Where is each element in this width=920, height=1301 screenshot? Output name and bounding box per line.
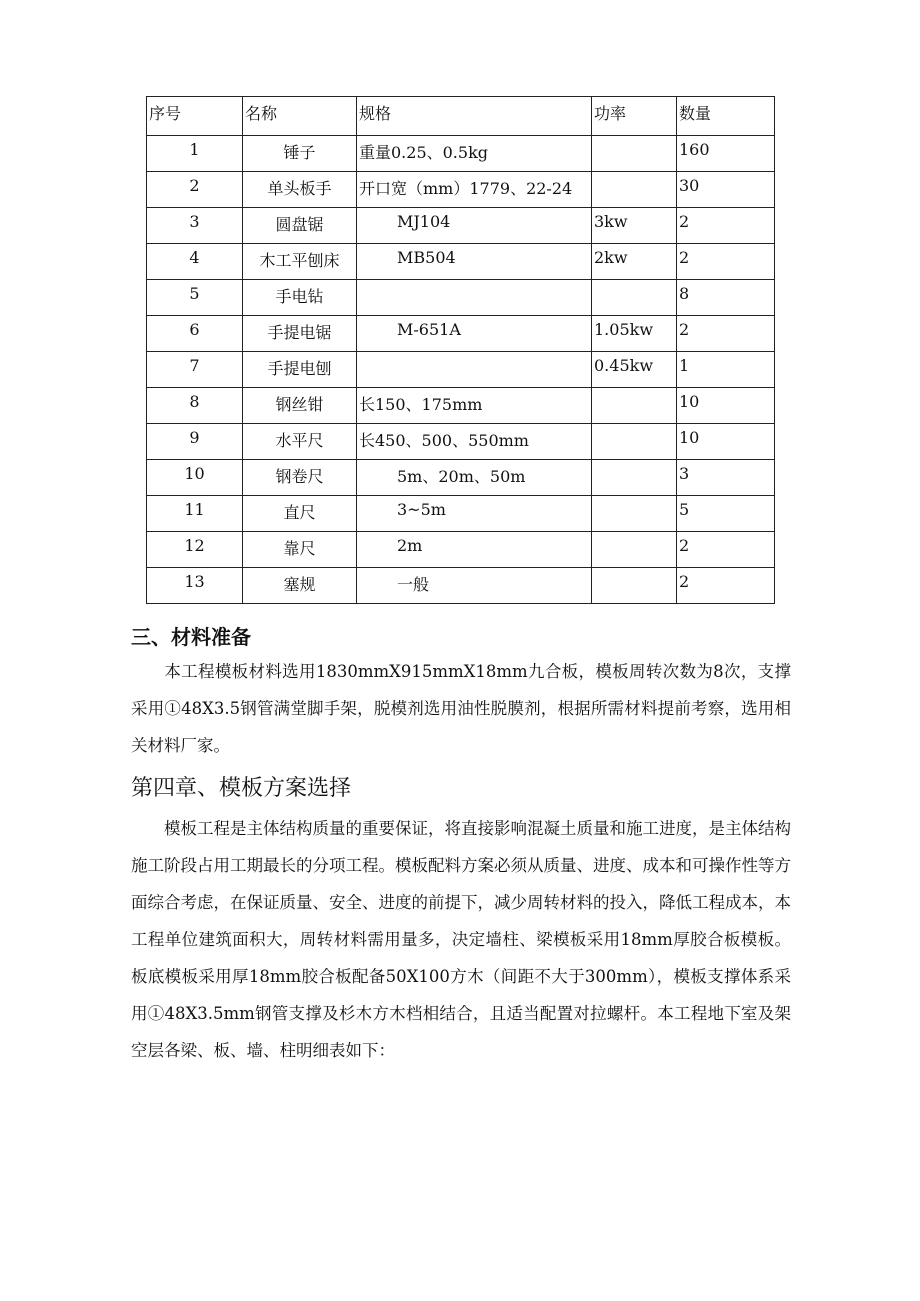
cell-name: 单头板手 — [243, 172, 357, 208]
cell-name: 手提电刨 — [243, 352, 357, 388]
cell-power — [592, 460, 677, 496]
table-row — [147, 496, 775, 532]
cell-power — [592, 496, 677, 532]
cell-name: 手电钻 — [243, 280, 357, 316]
chapter-title-formwork: 第四章、模板方案选择 — [131, 776, 352, 801]
cell-power: 3kw — [592, 208, 677, 244]
cell-no: 12 — [147, 532, 243, 568]
cell-qty: 2 — [677, 208, 775, 244]
cell-spec: M-651A — [357, 316, 592, 352]
cell-name: 钢卷尺 — [243, 460, 357, 496]
cell-qty: 8 — [677, 280, 775, 316]
cell-spec: 3~5m — [357, 496, 592, 532]
cell-spec: 重量0.25、0.5kg — [357, 136, 592, 172]
cell-name: 水平尺 — [243, 424, 357, 460]
cell-no: 11 — [147, 496, 243, 532]
cell-no: 9 — [147, 424, 243, 460]
cell-spec — [357, 280, 592, 316]
cell-power — [592, 424, 677, 460]
cell-qty: 30 — [677, 172, 775, 208]
cell-qty: 2 — [677, 568, 775, 604]
cell-name: 直尺 — [243, 496, 357, 532]
cell-no: 10 — [147, 460, 243, 496]
cell-power: 0.45kw — [592, 352, 677, 388]
cell-spec: 一般 — [357, 568, 592, 604]
cell-spec: 长450、500、550mm — [357, 424, 592, 460]
cell-name: 手提电锯 — [243, 316, 357, 352]
cell-name: 靠尺 — [243, 532, 357, 568]
cell-no: 13 — [147, 568, 243, 604]
cell-no: 6 — [147, 316, 243, 352]
header-qty: 数量 — [677, 97, 775, 136]
cell-spec: MJ104 — [357, 208, 592, 244]
table-header-row — [147, 97, 775, 136]
cell-power — [592, 568, 677, 604]
formwork-paragraph — [131, 810, 791, 1069]
cell-qty: 2 — [677, 316, 775, 352]
cell-power: 1.05kw — [592, 316, 677, 352]
cell-qty: 2 — [677, 244, 775, 280]
cell-qty: 3 — [677, 460, 775, 496]
cell-qty: 10 — [677, 424, 775, 460]
cell-qty: 2 — [677, 532, 775, 568]
table-row — [147, 208, 775, 244]
table-row — [147, 136, 775, 172]
materials-paragraph-text: 本工程模板材料选用1830mmX915mmX18mm九合板，模板周转次数为8次，支撑采用①48X3.5钢管满堂脚手架，脱模剂选用油性脱膜剂，根据所需材料提前考察，选用相关材料厂家。 — [131, 662, 791, 755]
cell-power — [592, 532, 677, 568]
cell-spec: 2m — [357, 532, 592, 568]
cell-no: 2 — [147, 172, 243, 208]
table-row — [147, 280, 775, 316]
cell-no: 7 — [147, 352, 243, 388]
materials-paragraph — [131, 653, 791, 764]
cell-power — [592, 280, 677, 316]
header-no: 序号 — [147, 97, 243, 136]
tools-table — [146, 96, 775, 604]
cell-power — [592, 136, 677, 172]
table-row — [147, 172, 775, 208]
cell-no: 5 — [147, 280, 243, 316]
formwork-paragraph-text: 模板工程是主体结构质量的重要保证，将直接影响混凝土质量和施工进度，是主体结构施工阶段占用工期最长的分项工程。模板配料方案必须从质量、进度、成本和可操作性等方面综合考虑，在保证质量、安全、进度的前提下，减少周转材料的投入，降低工程成本，本工程单位建筑面积大，周转材料需用量多，决定墙柱、梁模板采用18mm厚胶合板模板。板底模板采用厚18mm胶合板配备50X100方木（间距不大于300mm），模板支撑体系采用①48X3.5mm钢管支撑及杉木方木档相结合，且适当配置对拉螺杆。本工程地下室及架空层各梁、板、墙、柱明细表如下： — [131, 819, 791, 1060]
cell-spec: MB504 — [357, 244, 592, 280]
table-row — [147, 244, 775, 280]
cell-qty: 5 — [677, 496, 775, 532]
cell-power — [592, 388, 677, 424]
cell-qty: 1 — [677, 352, 775, 388]
table-row — [147, 568, 775, 604]
cell-spec: 5m、20m、50m — [357, 460, 592, 496]
table-row — [147, 460, 775, 496]
table-row — [147, 352, 775, 388]
cell-name: 钢丝钳 — [243, 388, 357, 424]
cell-name: 圆盘锯 — [243, 208, 357, 244]
cell-spec — [357, 352, 592, 388]
table-row — [147, 316, 775, 352]
cell-qty: 10 — [677, 388, 775, 424]
header-name: 名称 — [243, 97, 357, 136]
cell-name: 木工平刨床 — [243, 244, 357, 280]
table-row — [147, 388, 775, 424]
cell-qty: 160 — [677, 136, 775, 172]
cell-spec: 开口宽（mm）1779、22-24 — [357, 172, 592, 208]
cell-power: 2kw — [592, 244, 677, 280]
table-row — [147, 532, 775, 568]
header-power: 功率 — [592, 97, 677, 136]
cell-name: 塞规 — [243, 568, 357, 604]
cell-no: 4 — [147, 244, 243, 280]
cell-no: 8 — [147, 388, 243, 424]
cell-spec: 长150、175mm — [357, 388, 592, 424]
cell-power — [592, 172, 677, 208]
cell-no: 3 — [147, 208, 243, 244]
header-spec: 规格 — [357, 97, 592, 136]
section-title-materials: 三、材料准备 — [131, 625, 251, 649]
cell-name: 锤子 — [243, 136, 357, 172]
cell-no: 1 — [147, 136, 243, 172]
table-row — [147, 424, 775, 460]
